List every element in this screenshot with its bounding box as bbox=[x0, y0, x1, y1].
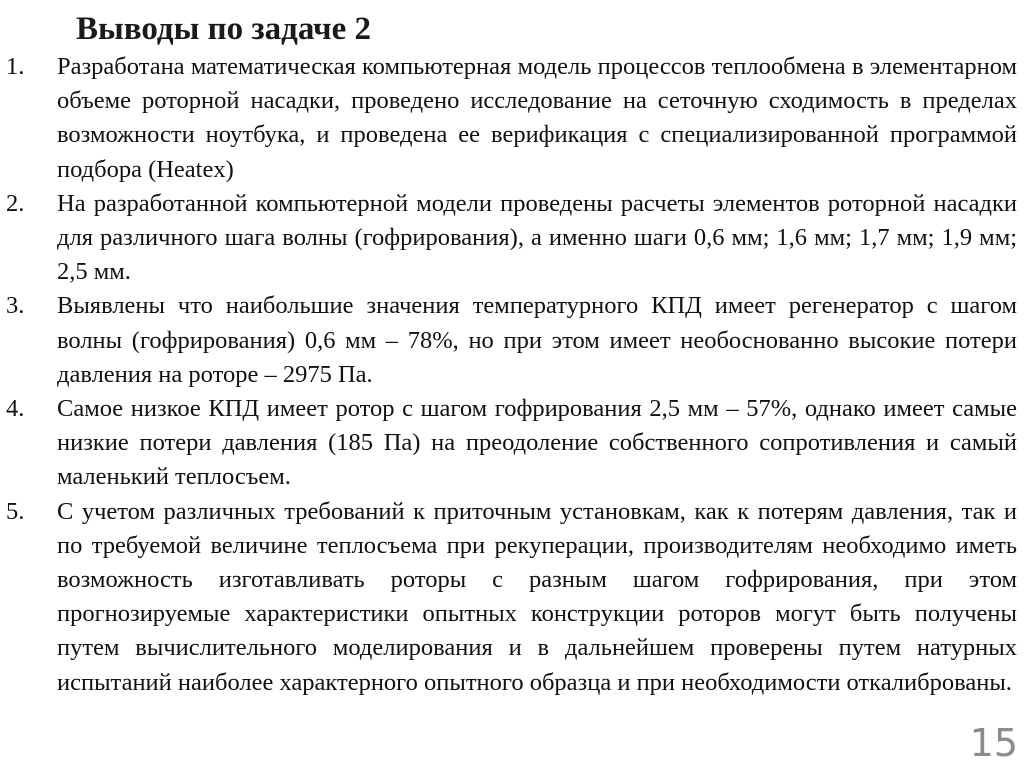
list-item bbox=[0, 50, 1017, 187]
list-item bbox=[0, 392, 1017, 495]
item-number: 5. bbox=[6, 497, 25, 525]
conclusions-list bbox=[0, 50, 1017, 700]
item-number: 3. bbox=[6, 292, 25, 320]
item-number: 4. bbox=[6, 395, 25, 423]
item-text: Выявлены что наибольшие значения температурного КПД имеет регенератор с шагом волны (гофрирования) 0,6 мм – 78%, но при этом имеет необоснованно высокие потери давления на роторе – 2975 Па. bbox=[57, 292, 1017, 388]
item-number: 2. bbox=[6, 189, 25, 217]
list-item bbox=[0, 187, 1017, 290]
item-text: Самое низкое КПД имеет ротор с шагом гофрирования 2,5 мм – 57%, однако имеет самые низкие потери давления (185 Па) на преодоление собственного сопротивления и самый маленький теплосъем. bbox=[57, 395, 1017, 491]
slide-title: Выводы по задаче 2 bbox=[76, 11, 372, 47]
page-number: 15 bbox=[969, 721, 1018, 765]
list-item bbox=[0, 495, 1017, 700]
item-text: На разработанной компьютерной модели проведены расчеты элементов роторной насадки для различного шага волны (гофрирования), а именно шаги 0,6 мм; 1,6 мм; 1,7 мм; 1,9 мм; 2,5 мм. bbox=[57, 189, 1017, 286]
list-item bbox=[0, 289, 1017, 392]
item-text: Разработана математическая компьютерная модель процессов теплообмена в элементарном объеме роторной насадки, проведено исследование на сеточную сходимость в пределах возможности ноутбука, и проведена ее верификация с специализированной программой подбора (Heatex) bbox=[57, 53, 1017, 183]
item-text: С учетом различных требований к приточным установкам, как к потерям давления, так и по требуемой величине теплосъема при рекуперации, производителям необходимо иметь возможность изготавливать роторы с разным шагом гофрирования, при этом прогнозируемые характеристики опытных конструкции роторов могут быть получены путем вычислительного моделирования и в дальнейшем проверены путем натурных испытаний наиболее характерного опытного образца и при необходимости откалиброваны. bbox=[57, 497, 1017, 696]
item-number: 1. bbox=[6, 53, 25, 80]
